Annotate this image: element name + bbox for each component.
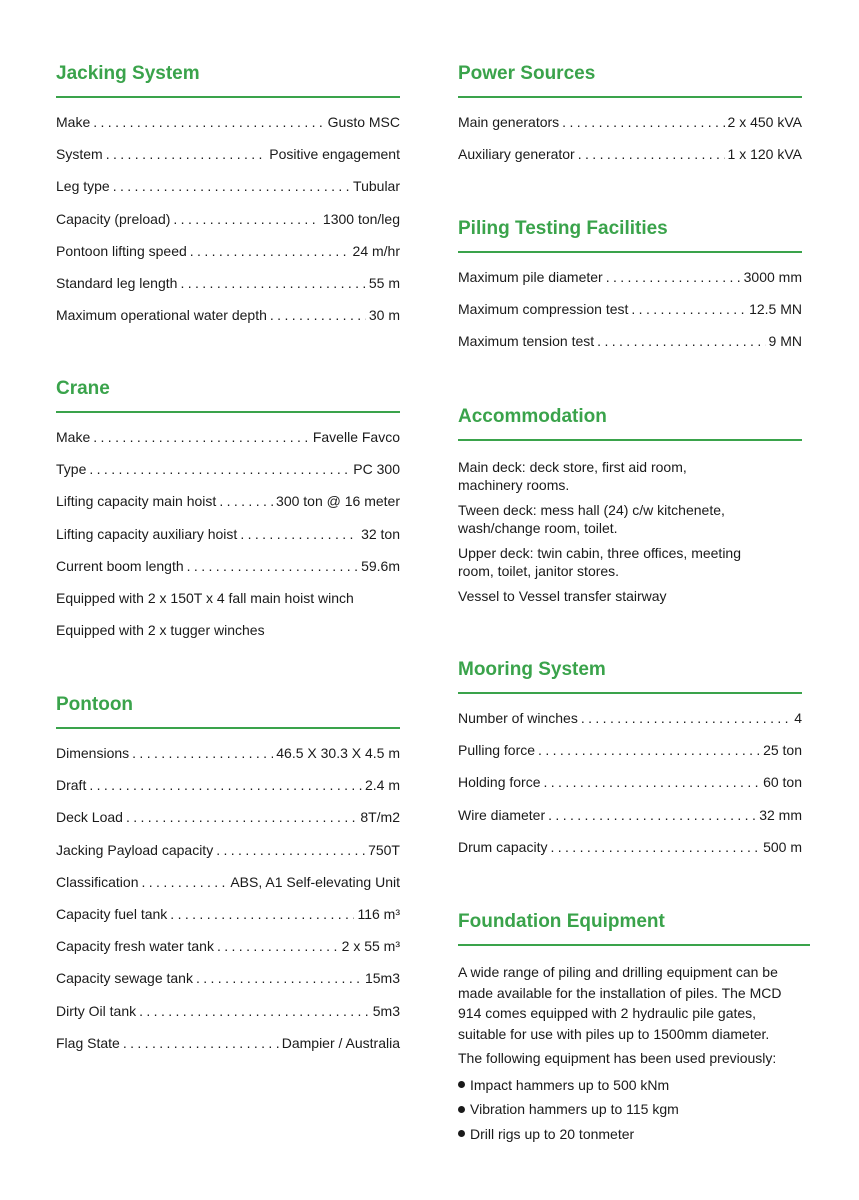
section-title: Jacking System (56, 63, 200, 84)
spec-row-wire-diameter (458, 806, 802, 838)
dot-leader (196, 969, 362, 987)
section-title: Power Sources (458, 63, 596, 84)
spec-value: 60 ton (763, 774, 802, 791)
dot-leader (106, 145, 267, 163)
spec-list (458, 113, 802, 177)
dot-leader (270, 306, 366, 324)
spec-row-classification (56, 873, 400, 905)
spec-value: 25 ton (763, 742, 802, 759)
spec-label: Wire diameter (458, 806, 546, 823)
spec-row-leg-type (56, 177, 400, 209)
spec-value: Tubular (353, 178, 400, 195)
spec-value: Dampier / Australia (281, 1034, 400, 1051)
spec-value: 750T (368, 841, 400, 858)
dot-leader (538, 741, 760, 759)
spec-value: Positive engagement (269, 146, 400, 163)
spec-row-deck-load (56, 808, 400, 840)
spec-value: 8T/m2 (360, 809, 400, 826)
spec-value: PC 300 (353, 461, 400, 478)
spec-row-main-hoist (56, 492, 400, 524)
dot-leader (562, 113, 724, 131)
spec-label: Capacity fresh water tank (56, 938, 214, 955)
spec-label: Dirty Oil tank (56, 1002, 137, 1019)
bullet-icon (458, 1081, 465, 1088)
dot-leader (187, 557, 358, 575)
dot-leader (139, 1002, 370, 1020)
spec-row-system (56, 145, 400, 177)
spec-row-tension-test (458, 332, 802, 364)
spec-list (56, 744, 400, 1066)
power-sources-section (458, 62, 802, 177)
spec-value: 32 ton (361, 525, 400, 542)
spec-value: 2 x 55 m³ (341, 938, 400, 955)
spec-value: ABS, A1 Self-elevating Unit (230, 873, 400, 890)
spec-value: 24 m/hr (352, 242, 400, 259)
dot-leader (173, 210, 320, 228)
section-title: Accommodation (458, 406, 607, 427)
section-title: Mooring System (458, 659, 606, 680)
spec-row-aux-generator (458, 145, 802, 177)
spec-list (56, 428, 400, 653)
dot-leader (631, 300, 746, 318)
spec-label: Make (56, 429, 91, 445)
spec-label: Type (56, 461, 87, 478)
list-item: Impact hammers up to 500 kNm (458, 1073, 810, 1098)
spec-label: Leg type (56, 178, 110, 195)
spec-value: 4 (794, 710, 802, 726)
foundation-body (458, 962, 810, 1146)
spec-value: 5m3 (372, 1002, 400, 1019)
accommodation-tween-deck: Tween deck: mess hall (24) c/w kitchenete, wash/change room, toilet. (458, 502, 725, 536)
spec-row-aux-hoist (56, 525, 400, 557)
spec-label: Pulling force (458, 742, 536, 759)
bullet-icon (458, 1130, 465, 1137)
dot-leader (190, 242, 350, 260)
spec-label: Holding force (458, 774, 541, 791)
spec-row-dirty-oil (56, 1002, 400, 1034)
dot-leader (544, 773, 761, 791)
equipment-list (458, 1073, 810, 1147)
spec-row-fuel-tank (56, 905, 400, 937)
spec-value: 116 m³ (357, 905, 400, 922)
spec-value: 500 m (763, 838, 802, 855)
spec-value: 2.4 m (364, 777, 400, 794)
foundation-lead: The following equipment has been used previously: (458, 1050, 777, 1066)
spec-row-drum-capacity (458, 838, 802, 870)
dot-leader (123, 1034, 279, 1052)
spec-row-holding-force (458, 773, 802, 805)
dot-leader (548, 806, 756, 824)
spec-label: Capacity fuel tank (56, 905, 168, 922)
spec-value: 12.5 MN (749, 301, 802, 318)
section-title: Crane (56, 378, 110, 399)
spec-row-make (56, 428, 400, 460)
section-divider (458, 96, 802, 98)
spec-row-payload (56, 841, 400, 873)
dot-leader (89, 776, 362, 794)
dot-leader (219, 492, 273, 510)
spec-label: Flag State (56, 1034, 120, 1051)
dot-leader (578, 145, 725, 163)
spec-row-make (56, 113, 400, 145)
accommodation-stairway: Vessel to Vessel transfer stairway (458, 588, 667, 604)
spec-row-lifting-speed (56, 242, 400, 274)
dot-leader (550, 838, 760, 856)
dot-leader (217, 937, 339, 955)
spec-label: Draft (56, 777, 87, 794)
spec-label: Pontoon lifting speed (56, 242, 187, 259)
accommodation-main-deck: Main deck: deck store, first aid room, machinery rooms. (458, 459, 687, 493)
spec-label: Lifting capacity auxiliary hoist (56, 525, 238, 542)
dot-leader (170, 905, 354, 923)
spec-label: Maximum pile diameter (458, 269, 603, 285)
spec-value: 2 x 450 kVA (727, 114, 802, 130)
dot-leader (141, 873, 227, 891)
spec-value: 300 ton @ 16 meter (276, 493, 400, 510)
list-item: Vibration hammers up to 115 kgm (458, 1097, 810, 1122)
spec-value: 59.6m (361, 557, 400, 574)
spec-label: Lifting capacity main hoist (56, 493, 217, 510)
spec-value: 3000 mm (743, 269, 802, 285)
jacking-system-section (56, 62, 400, 338)
spec-row-fresh-water (56, 937, 400, 969)
list-item: Drill rigs up to 20 tonmeter (458, 1122, 810, 1147)
spec-label: Capacity sewage tank (56, 970, 193, 987)
spec-label: Auxiliary generator (458, 146, 575, 163)
dot-leader (126, 808, 357, 826)
spec-row-capacity (56, 210, 400, 242)
spec-value: 46.5 X 30.3 X 4.5 m (276, 745, 400, 761)
spec-value: 32 mm (759, 806, 802, 823)
spec-value: 30 m (368, 307, 400, 324)
dot-leader (113, 177, 350, 195)
spec-label: Number of winches (458, 710, 578, 726)
foundation-intro: A wide range of piling and drilling equipment can be made available for the installation of piles. The MCD 914 comes equipped with 2 hydraulic pile gates, suitable for use with piles up to 1500mm diameter. (458, 964, 782, 1042)
spec-list (56, 113, 400, 338)
spec-value: 15m3 (364, 970, 400, 987)
spec-list (458, 709, 802, 870)
spec-label: Maximum compression test (458, 301, 629, 318)
spec-label: Classification (56, 873, 139, 890)
section-divider (458, 439, 802, 441)
spec-label: System (56, 146, 103, 163)
spec-row-compression-test (458, 300, 802, 332)
dot-leader (216, 841, 365, 859)
accommodation-upper-deck: Upper deck: twin cabin, three offices, meeting room, toilet, janitor stores. (458, 545, 742, 579)
spec-value: 9 MN (768, 333, 802, 350)
spec-row-pulling-force (458, 741, 802, 773)
dot-leader (89, 460, 350, 478)
spec-row-sewage-tank (56, 969, 400, 1001)
spec-row-draft (56, 776, 400, 808)
spec-list (458, 268, 802, 365)
dot-leader (597, 332, 765, 350)
section-divider (56, 727, 400, 729)
spec-label: Make (56, 114, 91, 130)
section-divider (458, 944, 810, 946)
spec-row-main-generators (458, 113, 802, 145)
dot-leader (132, 744, 273, 762)
spec-row-water-depth (56, 306, 400, 338)
spec-label: Drum capacity (458, 838, 548, 855)
crane-section (56, 377, 400, 653)
section-title: Foundation Equipment (458, 911, 665, 932)
spec-row-leg-length (56, 274, 400, 306)
piling-testing-section (458, 217, 802, 365)
spec-value: 55 m (368, 274, 400, 291)
spec-value: Favelle Favco (312, 429, 400, 445)
spec-label: Capacity (preload) (56, 210, 171, 227)
pontoon-section (56, 693, 400, 1066)
crane-note: Equipped with 2 x 150T x 4 fall main hoist winch (56, 589, 354, 606)
spec-label: Maximum tension test (458, 333, 595, 350)
dot-leader (240, 525, 358, 543)
spec-label: Main generators (458, 114, 560, 130)
spec-label: Maximum operational water depth (56, 307, 267, 324)
section-divider (56, 96, 400, 98)
spec-label: Current boom length (56, 557, 184, 574)
accommodation-list (458, 458, 802, 605)
spec-value: 1300 ton/leg (322, 210, 400, 227)
section-title: Piling Testing Facilities (458, 218, 668, 239)
spec-row-flag-state (56, 1034, 400, 1066)
crane-note: Equipped with 2 x tugger winches (56, 622, 265, 639)
dot-leader (93, 428, 310, 446)
section-divider (56, 411, 400, 413)
foundation-equipment-section (458, 910, 810, 1146)
spec-row-winches (458, 709, 802, 741)
spec-label: Jacking Payload capacity (56, 841, 214, 858)
spec-value: Gusto MSC (327, 114, 400, 130)
section-divider (458, 692, 802, 694)
spec-row-type (56, 460, 400, 492)
accommodation-section (458, 405, 802, 612)
spec-label: Dimensions (56, 745, 130, 761)
spec-row-boom-length (56, 557, 400, 589)
spec-value: 1 x 120 kVA (727, 146, 802, 163)
spec-row-dimensions (56, 744, 400, 776)
bullet-icon (458, 1106, 465, 1113)
dot-leader (581, 709, 791, 727)
mooring-system-section (458, 658, 802, 870)
section-title: Pontoon (56, 694, 134, 715)
spec-label: Standard leg length (56, 274, 178, 291)
dot-leader (606, 268, 741, 286)
dot-leader (180, 274, 365, 292)
dot-leader (93, 113, 324, 131)
section-divider (458, 251, 802, 253)
spec-label: Deck Load (56, 809, 123, 826)
spec-row-pile-diameter (458, 268, 802, 300)
